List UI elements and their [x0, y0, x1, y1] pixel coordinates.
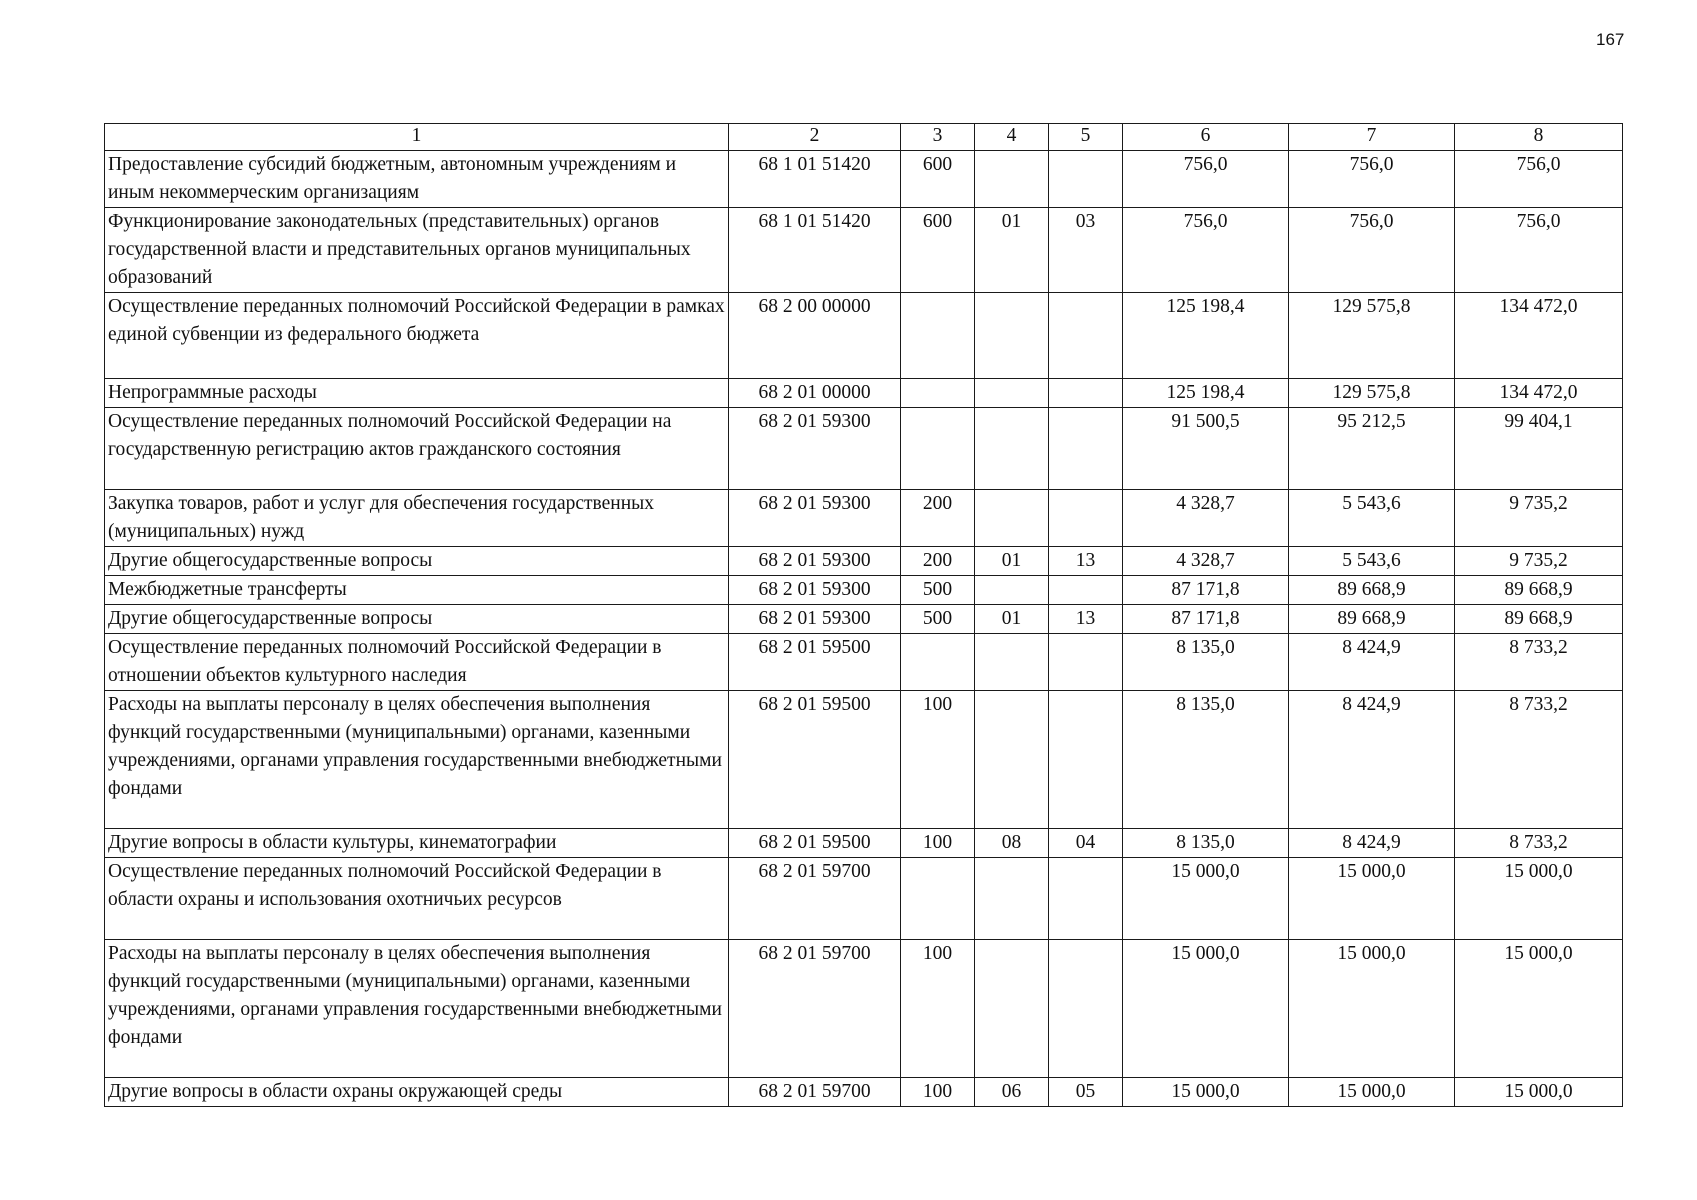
- table-row: [105, 829, 1623, 858]
- row-col4: 01: [975, 547, 1049, 576]
- row-value-col6: 125 198,4: [1123, 379, 1289, 408]
- row-value-col7: 15 000,0: [1289, 858, 1455, 940]
- row-value-col7: 5 543,6: [1289, 547, 1455, 576]
- row-code: 68 2 01 00000: [729, 379, 901, 408]
- row-name: Другие общегосударственные вопросы: [105, 605, 729, 634]
- row-col5: [1049, 293, 1123, 379]
- row-value-col7: 15 000,0: [1289, 1078, 1455, 1107]
- table-row: [105, 408, 1623, 490]
- row-code: 68 1 01 51420: [729, 208, 901, 293]
- row-col5: [1049, 940, 1123, 1078]
- row-value-col8: 15 000,0: [1455, 858, 1623, 940]
- row-value-col7: 95 212,5: [1289, 408, 1455, 490]
- row-col3: 600: [901, 151, 975, 208]
- row-name: Непрограммные расходы: [105, 379, 729, 408]
- row-code: 68 2 01 59300: [729, 490, 901, 547]
- row-value-col6: 8 135,0: [1123, 634, 1289, 691]
- row-value-col6: 8 135,0: [1123, 829, 1289, 858]
- row-col3: 100: [901, 1078, 975, 1107]
- table-row: [105, 691, 1623, 829]
- row-value-col7: 8 424,9: [1289, 829, 1455, 858]
- row-col4: [975, 940, 1049, 1078]
- page-number: 167: [1596, 30, 1625, 49]
- column-header: 4: [975, 124, 1049, 151]
- table-row: [105, 634, 1623, 691]
- table-row: [105, 490, 1623, 547]
- row-col4: [975, 858, 1049, 940]
- row-col3: 200: [901, 547, 975, 576]
- row-value-col6: 15 000,0: [1123, 940, 1289, 1078]
- table-row: [105, 940, 1623, 1078]
- row-value-col7: 8 424,9: [1289, 634, 1455, 691]
- row-col5: [1049, 379, 1123, 408]
- row-col3: 100: [901, 940, 975, 1078]
- table-row: [105, 576, 1623, 605]
- row-value-col6: 4 328,7: [1123, 490, 1289, 547]
- row-col5: 13: [1049, 605, 1123, 634]
- budget-table: [104, 123, 1623, 1107]
- row-value-col6: 87 171,8: [1123, 605, 1289, 634]
- row-col3: [901, 858, 975, 940]
- row-col5: 05: [1049, 1078, 1123, 1107]
- row-value-col6: 15 000,0: [1123, 858, 1289, 940]
- row-name: Другие общегосударственные вопросы: [105, 547, 729, 576]
- row-name: Закупка товаров, работ и услуг для обеспечения государственных (муниципальных) нужд: [105, 490, 729, 547]
- row-value-col7: 129 575,8: [1289, 293, 1455, 379]
- row-col3: 500: [901, 576, 975, 605]
- row-col4: [975, 151, 1049, 208]
- table-header-row: [105, 124, 1623, 151]
- row-value-col7: 129 575,8: [1289, 379, 1455, 408]
- row-value-col8: 756,0: [1455, 151, 1623, 208]
- column-header: 5: [1049, 124, 1123, 151]
- row-value-col7: 89 668,9: [1289, 576, 1455, 605]
- row-value-col6: 4 328,7: [1123, 547, 1289, 576]
- row-name: Осуществление переданных полномочий Российской Федерации в области охраны и использования охотничьих ресурсов: [105, 858, 729, 940]
- row-value-col8: 15 000,0: [1455, 1078, 1623, 1107]
- row-name: Расходы на выплаты персоналу в целях обеспечения выполнения функций государственными (муниципальными) органами, казенными учреждениями, органами управления государственными внебюджетными фондами: [105, 940, 729, 1078]
- row-col4: [975, 691, 1049, 829]
- row-col5: [1049, 634, 1123, 691]
- row-col4: [975, 490, 1049, 547]
- row-value-col8: 9 735,2: [1455, 490, 1623, 547]
- row-col4: [975, 576, 1049, 605]
- column-header: 7: [1289, 124, 1455, 151]
- row-col5: 13: [1049, 547, 1123, 576]
- row-value-col7: 15 000,0: [1289, 940, 1455, 1078]
- row-name: Осуществление переданных полномочий Российской Федерации на государственную регистрацию актов гражданского состояния: [105, 408, 729, 490]
- row-col5: [1049, 858, 1123, 940]
- row-code: 68 2 01 59500: [729, 829, 901, 858]
- row-col3: 600: [901, 208, 975, 293]
- row-value-col8: 8 733,2: [1455, 691, 1623, 829]
- row-value-col8: 756,0: [1455, 208, 1623, 293]
- row-col4: 06: [975, 1078, 1049, 1107]
- row-value-col7: 756,0: [1289, 151, 1455, 208]
- row-name: Другие вопросы в области культуры, кинематографии: [105, 829, 729, 858]
- row-col3: 100: [901, 829, 975, 858]
- row-value-col6: 756,0: [1123, 208, 1289, 293]
- row-col3: [901, 408, 975, 490]
- row-name: Функционирование законодательных (представительных) органов государственной власти и представительных органов муниципальных образований: [105, 208, 729, 293]
- row-col4: [975, 293, 1049, 379]
- row-col5: [1049, 691, 1123, 829]
- column-header: 2: [729, 124, 901, 151]
- row-col4: 01: [975, 208, 1049, 293]
- row-value-col6: 15 000,0: [1123, 1078, 1289, 1107]
- row-col4: 01: [975, 605, 1049, 634]
- row-name: Другие вопросы в области охраны окружающей среды: [105, 1078, 729, 1107]
- row-code: 68 2 01 59300: [729, 547, 901, 576]
- row-col5: [1049, 576, 1123, 605]
- table-row: [105, 547, 1623, 576]
- table-row: [105, 1078, 1623, 1107]
- row-name: Осуществление переданных полномочий Российской Федерации в рамках единой субвенции из федерального бюджета: [105, 293, 729, 379]
- column-header: 6: [1123, 124, 1289, 151]
- row-value-col6: 87 171,8: [1123, 576, 1289, 605]
- row-col3: [901, 379, 975, 408]
- row-col4: [975, 379, 1049, 408]
- row-code: 68 2 00 00000: [729, 293, 901, 379]
- row-col4: [975, 408, 1049, 490]
- row-value-col8: 134 472,0: [1455, 293, 1623, 379]
- column-header: 1: [105, 124, 729, 151]
- row-code: 68 2 01 59500: [729, 634, 901, 691]
- row-value-col7: 8 424,9: [1289, 691, 1455, 829]
- row-value-col7: 5 543,6: [1289, 490, 1455, 547]
- table-row: [105, 208, 1623, 293]
- row-code: 68 2 01 59700: [729, 940, 901, 1078]
- row-value-col8: 99 404,1: [1455, 408, 1623, 490]
- row-col4: [975, 634, 1049, 691]
- row-value-col8: 15 000,0: [1455, 940, 1623, 1078]
- table-row: [105, 379, 1623, 408]
- row-col5: [1049, 490, 1123, 547]
- row-col3: [901, 634, 975, 691]
- row-code: 68 2 01 59700: [729, 858, 901, 940]
- row-value-col7: 89 668,9: [1289, 605, 1455, 634]
- row-value-col8: 8 733,2: [1455, 634, 1623, 691]
- row-code: 68 2 01 59300: [729, 605, 901, 634]
- table-row: [105, 605, 1623, 634]
- row-value-col6: 91 500,5: [1123, 408, 1289, 490]
- row-value-col7: 756,0: [1289, 208, 1455, 293]
- row-col4: 08: [975, 829, 1049, 858]
- row-value-col6: 125 198,4: [1123, 293, 1289, 379]
- column-header: 8: [1455, 124, 1623, 151]
- row-value-col6: 756,0: [1123, 151, 1289, 208]
- column-header: 3: [901, 124, 975, 151]
- row-col5: [1049, 151, 1123, 208]
- row-col5: [1049, 408, 1123, 490]
- row-code: 68 2 01 59300: [729, 408, 901, 490]
- row-name: Осуществление переданных полномочий Российской Федерации в отношении объектов культурного наследия: [105, 634, 729, 691]
- table-row: [105, 293, 1623, 379]
- table-row: [105, 858, 1623, 940]
- row-col5: 03: [1049, 208, 1123, 293]
- row-code: 68 2 01 59700: [729, 1078, 901, 1107]
- row-name: Расходы на выплаты персоналу в целях обеспечения выполнения функций государственными (муниципальными) органами, казенными учреждениями, органами управления государственными внебюджетными фондами: [105, 691, 729, 829]
- row-col3: 200: [901, 490, 975, 547]
- table-row: [105, 151, 1623, 208]
- row-col3: 100: [901, 691, 975, 829]
- row-col3: 500: [901, 605, 975, 634]
- row-code: 68 2 01 59500: [729, 691, 901, 829]
- row-code: 68 1 01 51420: [729, 151, 901, 208]
- row-col5: 04: [1049, 829, 1123, 858]
- row-value-col8: 9 735,2: [1455, 547, 1623, 576]
- row-code: 68 2 01 59300: [729, 576, 901, 605]
- row-col3: [901, 293, 975, 379]
- row-value-col8: 134 472,0: [1455, 379, 1623, 408]
- row-value-col8: 89 668,9: [1455, 605, 1623, 634]
- row-value-col8: 89 668,9: [1455, 576, 1623, 605]
- row-value-col6: 8 135,0: [1123, 691, 1289, 829]
- row-name: Предоставление субсидий бюджетным, автономным учреждениям и иным некоммерческим организациям: [105, 151, 729, 208]
- row-value-col8: 8 733,2: [1455, 829, 1623, 858]
- row-name: Межбюджетные трансферты: [105, 576, 729, 605]
